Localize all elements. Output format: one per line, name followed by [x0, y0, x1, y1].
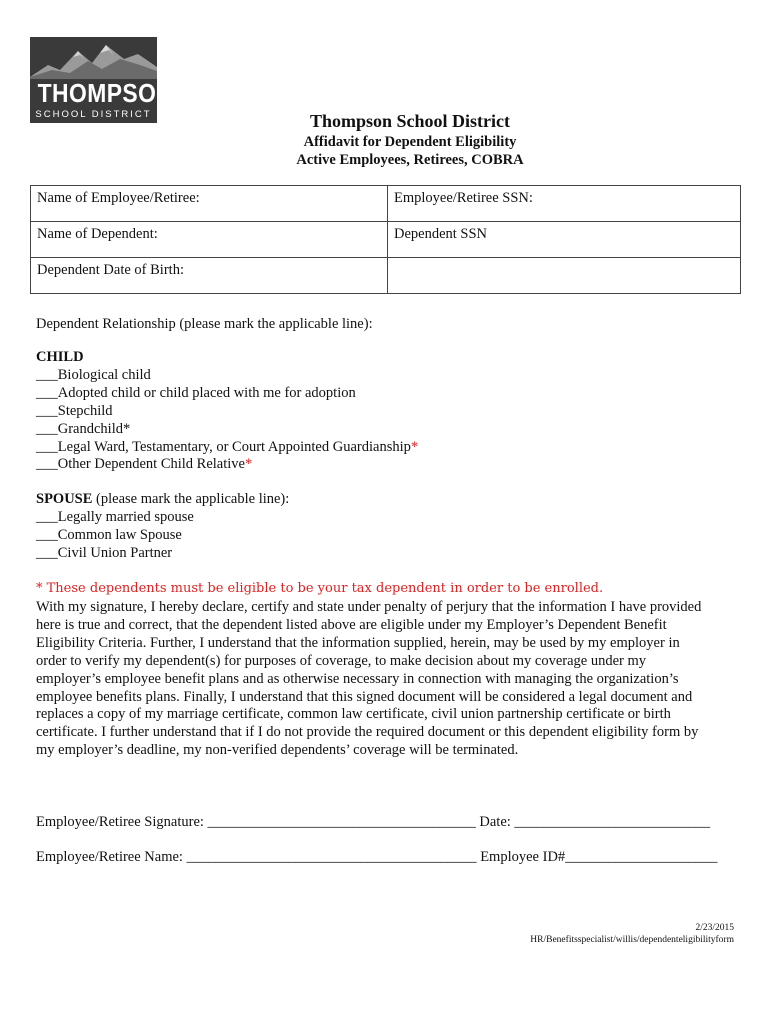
- spouse-section: [36, 491, 736, 563]
- dependent-dob-field[interactable]: [31, 258, 388, 294]
- relationship-prompt: Dependent Relationship (please mark the applicable line):: [36, 316, 373, 332]
- dependent-name-label: Name of Dependent:: [37, 226, 158, 242]
- child-section: [36, 349, 736, 474]
- child-option[interactable]: ___Biological child: [36, 366, 151, 383]
- declaration-line: certificate. I further understand that if I do not provide the required document or this dependent eligibility form by: [36, 724, 699, 741]
- declaration-line: here is true and correct, that the dependent listed above are eligible under my Employer’s Dependent Benefit: [36, 616, 667, 633]
- employee-name-field[interactable]: [31, 186, 388, 222]
- page-title: Thompson School District: [309, 111, 511, 131]
- declaration-line: With my signature, I hereby declare, certify and state under penalty of perjury that the information I have provided: [36, 599, 702, 615]
- asterisk-mark: *: [410, 438, 419, 455]
- empty-cell: [388, 258, 741, 294]
- district-logo: [30, 37, 174, 123]
- footer-path: HR/Benefitsspecialist/willis/dependenteligibilityform: [530, 935, 734, 945]
- form-title: Affidavit for Dependent Eligibility: [303, 134, 517, 150]
- declaration-line: employee benefits plans. Finally, I understand that this signed document will be considered a legal document and: [36, 688, 693, 705]
- declaration-line: my employer’s deadline, my non-verified dependents’ coverage will be terminated.: [36, 742, 519, 759]
- dependent-ssn-field[interactable]: [388, 222, 741, 258]
- table-row: [31, 186, 741, 222]
- declaration-line: employer’s employee benefit plans and as otherwise necessary in connection with managing the organization’s: [36, 670, 679, 687]
- declaration-paragraph: [36, 599, 741, 760]
- child-heading: CHILD: [36, 349, 84, 365]
- spouse-option[interactable]: ___Civil Union Partner: [36, 544, 173, 561]
- dependent-name-field[interactable]: [31, 222, 388, 258]
- employee-name-label: Name of Employee/Retiree:: [37, 190, 200, 206]
- table-row: [31, 222, 741, 258]
- dependent-dob-label: Dependent Date of Birth:: [37, 262, 184, 278]
- footer-date: 2/23/2015: [695, 923, 734, 933]
- spouse-note: (please mark the applicable line):: [92, 491, 290, 507]
- employee-ssn-label: Employee/Retiree SSN:: [394, 190, 533, 206]
- child-option[interactable]: ___Stepchild: [36, 402, 113, 419]
- asterisk-mark: *: [245, 456, 253, 473]
- name-line[interactable]: Employee/Retiree Name: ________________________________________ Employee ID#_____________________: [36, 849, 718, 865]
- child-option[interactable]: ___Grandchild*: [36, 420, 131, 437]
- declaration-line: Eligibility Criteria. Further, I understand that the information supplied, herein, may be used by my employer in: [36, 634, 680, 651]
- child-option[interactable]: ___Other Dependent Child Relative*: [36, 456, 253, 473]
- child-option[interactable]: ___Legal Ward, Testamentary, or Court Appointed Guardianship*: [36, 438, 419, 455]
- spouse-option[interactable]: ___Legally married spouse: [36, 508, 194, 525]
- employee-ssn-field[interactable]: [388, 186, 741, 222]
- declaration-line: order to verify my dependent(s) for purposes of coverage, to make decision about my coverage under my: [36, 652, 646, 669]
- child-option[interactable]: ___Adopted child or child placed with me for adoption: [36, 384, 356, 401]
- logo-subtitle: SCHOOL DISTRICT: [35, 109, 152, 120]
- tax-dependent-notice: * These dependents must be eligible to be your tax dependent in order to be enrolled.: [36, 581, 604, 596]
- declaration-line: replaces a copy of my marriage certificate, common law certificate, civil union partnership certificate or birth: [36, 706, 671, 723]
- form-audience: Active Employees, Retirees, COBRA: [296, 152, 524, 168]
- dependent-info-table: [30, 185, 741, 294]
- spouse-heading-line: [36, 491, 736, 509]
- logo-wordmark: THOMPSON: [37, 78, 174, 108]
- signature-line[interactable]: Employee/Retiree Signature: _____________________________________ Date: ___________________________: [36, 814, 711, 830]
- table-row: [31, 258, 741, 294]
- spouse-option[interactable]: ___Common law Spouse: [36, 526, 182, 543]
- spouse-heading: SPOUSE: [36, 491, 93, 507]
- dependent-ssn-label: Dependent SSN: [394, 226, 488, 242]
